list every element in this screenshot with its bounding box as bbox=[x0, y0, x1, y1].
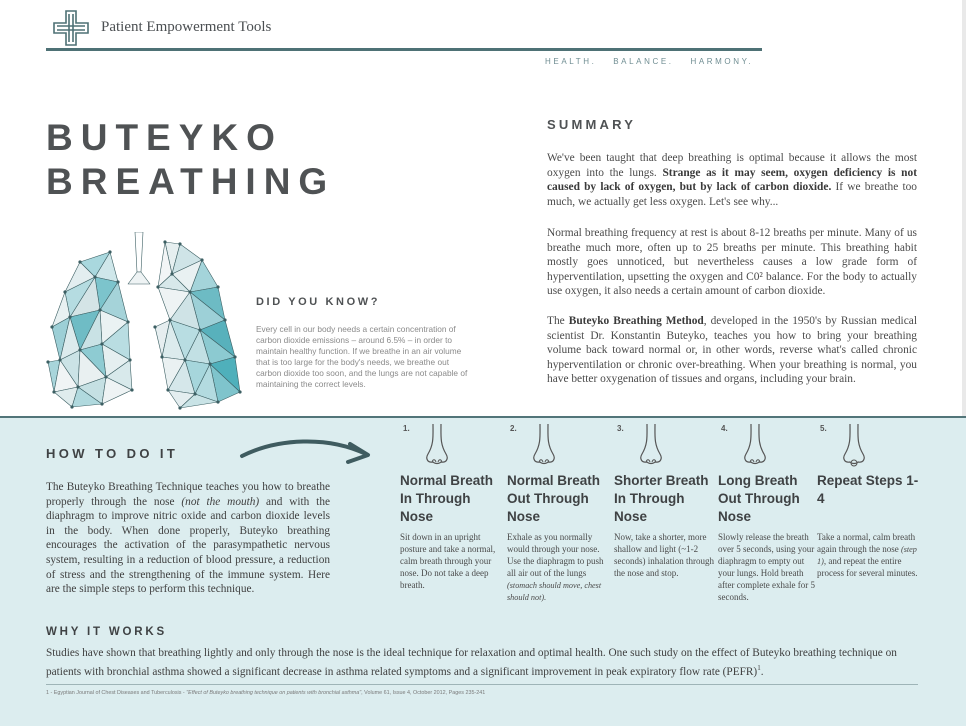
step-desc-text: Exhale as you normally would through your nose. Use the diaphragm to push all air out of the lungs bbox=[507, 532, 604, 578]
step-desc-note: (stomach should move, chest should not). bbox=[507, 580, 602, 602]
step-number: 5. bbox=[820, 424, 827, 433]
nose-icon bbox=[527, 422, 561, 468]
why-it-works-heading: WHY IT WORKS bbox=[46, 626, 167, 638]
how-text-a: The Buteyko Breathing Technique teaches you how to breathe properly through the nose bbox=[46, 481, 330, 508]
how-text-italic: (not the mouth) bbox=[181, 495, 260, 508]
step-description bbox=[507, 532, 609, 603]
step-title: Repeat Steps 1-4 bbox=[817, 473, 919, 506]
footnote-article: "Effect of Buteyko breathing technique on patients with bronchial asthma" bbox=[186, 690, 362, 696]
cross-logo-icon bbox=[52, 9, 90, 47]
footnote-divider bbox=[46, 684, 918, 685]
summary-heading: SUMMARY bbox=[547, 117, 637, 132]
tagline bbox=[545, 57, 765, 66]
footnote-source: 1 - Egyptian Journal of Chest Diseases and Tuberculosis - bbox=[46, 690, 187, 696]
step-number: 3. bbox=[617, 424, 624, 433]
brand-name: Patient Empowerment Tools bbox=[101, 19, 272, 35]
step-title: Normal Breath Out Through Nose bbox=[507, 473, 601, 524]
title-line-2: BREATHING bbox=[46, 161, 336, 202]
step-title: Shorter Breath In Through Nose bbox=[614, 473, 709, 524]
arrow-right-icon bbox=[238, 430, 378, 472]
how-to-heading: HOW TO DO IT bbox=[46, 446, 179, 461]
step-desc-text: Take a normal, calm breath again through the nose bbox=[817, 532, 916, 554]
nose-icon bbox=[738, 422, 772, 468]
step-number: 1. bbox=[403, 424, 410, 433]
summary-p1-text: We've been taught that deep breathing is optimal because it allows the most oxygen into the lungs. bbox=[547, 152, 917, 179]
how-to-text bbox=[46, 480, 330, 597]
title-line-1: BUTEYKO bbox=[46, 117, 283, 158]
why-text: Studies have shown that breathing lightly and only through the nose is the ideal technique for relaxation and optimal health. One such study on the effect of Buteyko breathing technique on patients with bronchial asthma showed a significant decrease in asthma related symptoms and a significant improvement in peak expiratory flow rate (PEFR) bbox=[46, 647, 897, 678]
step-number: 2. bbox=[510, 424, 517, 433]
summary-paragraph-3 bbox=[547, 314, 917, 387]
page-title bbox=[46, 116, 335, 204]
footnote bbox=[46, 690, 918, 696]
tagline-balance: BALANCE. bbox=[613, 57, 674, 66]
nose-icon bbox=[837, 422, 871, 468]
step-desc-end: , and repeat the entire process for several minutes. bbox=[817, 555, 918, 578]
tagline-harmony: HARMONY. bbox=[690, 57, 754, 66]
section-divider bbox=[0, 416, 966, 418]
tagline-health: HEALTH. bbox=[545, 57, 597, 66]
summary-p3-text: , developed in the 1950's by Russian medical scientist Dr. Konstantin Buteyko, teaches you how to bring your breathing volume back toward normal or, in other words, reverse what's called chronic hyperventilation or chronic over-breathing. When your breathing is normal, you have better oxygenation of tissues and organs, including your brain. bbox=[547, 315, 917, 386]
nose-icon bbox=[420, 422, 454, 468]
summary-p1-end: If we breathe too much, we actually get less oxygen. Let's see why... bbox=[547, 181, 918, 208]
summary-paragraph-1 bbox=[547, 151, 917, 209]
summary-p3-start: The bbox=[547, 315, 565, 327]
step-title: Long Breath Out Through Nose bbox=[718, 473, 800, 524]
footnote-marker: 1 bbox=[757, 663, 761, 672]
why-it-works-text bbox=[46, 646, 918, 679]
step-description: Sit down in an upright posture and take a normal, calm breath through your nose. Do not take a deep breath. bbox=[400, 532, 496, 590]
did-you-know-text: Every cell in our body needs a certain concentration of carbon dioxide emissions – around 6.5% – in order to maintain healthy function. If we breathe in an air volume that is too large for the body's needs, we breathe out carbon dioxide too soon, and the lungs are not capable of maintaining the correct levels. bbox=[256, 324, 468, 389]
step-description: Slowly release the breath over 5 seconds, using your diaphragm to empty out your lungs. Hold breath after complete exhale for 5 seconds. bbox=[718, 532, 815, 602]
step-desc-note: (step 1) bbox=[817, 544, 917, 566]
header-divider bbox=[46, 48, 762, 51]
how-text-b: and with the diaphragm to improve nitric oxide and carbon dioxide levels in the body. When done properly, Buteyko breathing encourages the activation of the parasympathetic nervous system, resulting in a reduction of blood pressure, a reduction of stress and the strengthening of the immune system. Here are the simple steps to perform this technique. bbox=[46, 495, 330, 596]
step-description bbox=[817, 532, 919, 580]
step-title: Normal Breath In Through Nose bbox=[400, 473, 494, 524]
summary-p1-bold: Strange as it may seem, oxygen deficiency is not caused by lack of oxygen, but by lack of carbon dioxide. bbox=[547, 166, 917, 194]
did-you-know-heading: DID YOU KNOW? bbox=[256, 296, 381, 308]
step-description: Now, take a shorter, more shallow and light (~1-2 seconds) inhalation through the nose and stop. bbox=[614, 532, 714, 578]
lungs-illustration bbox=[40, 232, 250, 412]
summary-p3-bold: Buteyko Breathing Method bbox=[568, 315, 704, 327]
footnote-details: , Volume 61, Issue 4, October 2012, Pages 235-241 bbox=[361, 690, 486, 696]
why-text-end: . bbox=[760, 665, 764, 678]
summary-paragraph-2: Normal breathing frequency at rest is about 8-12 breaths per minute. Many of us breathe much more, often up to 25 breaths per minute. This breathing habit mostly goes unnoticed, but nevertheless causes a low grade form of hyperventilation, upsetting the oxygen and C0² balance. For the body to actually use oxygen, it also needs a certain amount of carbon dioxide. bbox=[547, 227, 917, 298]
step-number: 4. bbox=[721, 424, 728, 433]
nose-icon bbox=[634, 422, 668, 468]
